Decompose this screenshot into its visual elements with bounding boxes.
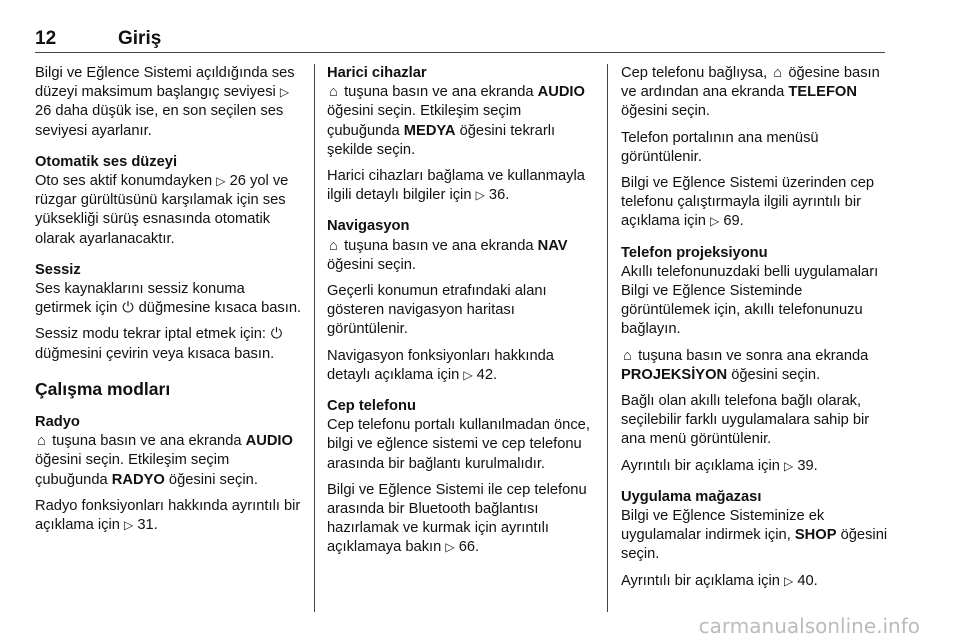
heading: Harici cihazlar (327, 65, 427, 81)
paragraph: Telefon portalının ana menüsü görüntülenir. (621, 129, 819, 165)
paragraph: Bilgi ve Eğlence Sistemi üzerinden cep telefonu çalıştırmayla ilgili ayrıntılı bir açıklama için ▷ 69. (621, 175, 875, 230)
paragraph: Oto ses aktif konumdayken ▷ 26 yol ve rüzgar gürültüsünü karşılamak için ses yüksekliği sürüş esnasında otomatik olarak ayarlanacaktır. (35, 173, 289, 247)
column-divider (607, 64, 608, 612)
page-ref[interactable]: 40 (797, 572, 814, 589)
paragraph: Ses kaynaklarını sessiz konuma getirmek için ⏻ düğmesine kısaca basın. (35, 280, 303, 318)
paragraph: Cep telefonu bağlıysa, ⌂ öğesine basın ve ardından ana ekranda TELEFON öğesini seçin. (621, 65, 880, 120)
paragraph: Cep telefonu portalı kullanılmadan önce, bilgi ve eğlence sistemi ve cep telefonu arasında bir bağlantı kurulmalıdır. (327, 417, 590, 472)
page-ref[interactable]: 42 (476, 366, 493, 383)
paragraph: Navigasyon fonksiyonları hakkında detaylı açıklama için ▷ 42. (327, 347, 554, 383)
page-header (35, 26, 885, 53)
paragraph: ⌂ tuşuna basın ve ana ekranda AUDIO öğesini seçin. Etkileşim seçim çubuğunda RADYO öğesini seçin. (35, 433, 293, 488)
page-ref[interactable]: 26 (35, 103, 52, 120)
arrow-ref-icon: ▷ (783, 573, 794, 588)
power-icon: ⏻ (122, 300, 134, 317)
section-title: Giriş (118, 28, 162, 49)
arrow-ref-icon: ▷ (475, 188, 485, 203)
paragraph: ⌂ tuşuna basın ve sonra ana ekranda PROJEKSİYON öğesini seçin. (621, 347, 869, 383)
home-icon: ⌂ (329, 84, 338, 101)
column-2 (327, 64, 597, 565)
paragraph: Geçerli konumun etrafındaki alanı gösteren navigasyon haritası görüntülenir. (327, 283, 547, 338)
arrow-ref-icon: ▷ (783, 458, 794, 473)
paragraph: Harici cihazları bağlama ve kullanmayla ilgili detaylı bilgiler için ▷ 36. (327, 168, 585, 204)
column-divider (314, 64, 315, 612)
page-number: 12 (35, 28, 57, 49)
paragraph: Akıllı telefonunuzdaki belli uygulamaları Bilgi ve Eğlence Sisteminde görüntülemek için, akıllı telefonunuzu bağlayın. (621, 263, 879, 338)
paragraph: Bağlı olan akıllı telefona bağlı olarak, seçilebilir farklı uygulamalara sahip bir ana menü görüntülenir. (621, 393, 870, 448)
paragraph: Radyo fonksiyonları hakkında ayrıntılı bir açıklama için ▷ 31. (35, 497, 301, 534)
heading: Navigasyon (327, 218, 410, 235)
paragraph: Ayrıntılı bir açıklama için ▷ 40. (621, 572, 818, 589)
paragraph: Bilgi ve Eğlence Sistemi ile cep telefonu arasında bir Bluetooth bağlantısı hazırlamak ve kurmak için ayrıntılı açıklamaya bakın ▷ 66. (327, 481, 587, 556)
arrow-ref-icon: ▷ (123, 518, 134, 533)
column-1 (35, 64, 303, 542)
power-icon: ⏻ (270, 326, 283, 343)
heading: Sessiz (35, 261, 81, 278)
paragraph: ⌂ tuşuna basın ve ana ekranda AUDIO öğesini seçin. Etkileşim seçim çubuğunda MEDYA öğesini tekrarlı şekilde seçin. (327, 84, 585, 158)
heading: Telefon projeksiyonu (621, 244, 768, 261)
home-icon: ⌂ (623, 347, 632, 364)
heading: Cep telefonu (327, 398, 416, 415)
heading: Radyo (35, 414, 80, 431)
column-3 (621, 64, 891, 598)
paragraph: Ayrıntılı bir açıklama için ▷ 39. (621, 457, 818, 474)
arrow-ref-icon: ▷ (463, 367, 473, 382)
page-ref[interactable]: 31 (137, 517, 154, 534)
page-ref[interactable]: 39 (797, 457, 814, 474)
paragraph: Bilgi ve Eğlence Sistemi açıldığında ses düzeyi maksimum başlangıç seviyesi ▷ 26 daha düşük ise, en son seçilen ses seviyesi ayarlanır. (35, 65, 295, 139)
watermark: carmanualsonline.info (698, 614, 920, 638)
page-ref[interactable]: 36 (488, 187, 506, 204)
arrow-ref-icon: ▷ (279, 85, 290, 100)
heading: Otomatik ses düzeyi (35, 153, 178, 170)
paragraph: Sessiz modu tekrar iptal etmek için: ⏻ düğmesini çevirin veya kısaca basın. (35, 326, 283, 362)
home-icon: ⌂ (329, 237, 338, 254)
home-icon: ⌂ (37, 433, 46, 450)
paragraph: Bilgi ve Eğlence Sisteminize ek uygulamalar indirmek için, SHOP öğesini seçin. (621, 508, 888, 563)
section-heading: Çalışma modları (35, 378, 171, 399)
arrow-ref-icon: ▷ (709, 214, 720, 229)
page-ref[interactable]: 26 (229, 173, 246, 190)
arrow-ref-icon: ▷ (445, 540, 455, 555)
arrow-ref-icon: ▷ (216, 174, 226, 189)
paragraph: ⌂ tuşuna basın ve ana ekranda NAV öğesini seçin. (327, 237, 568, 273)
page-ref[interactable]: 69 (723, 213, 740, 230)
home-icon: ⌂ (773, 65, 783, 81)
heading: Uygulama mağazası (621, 488, 762, 505)
page-ref[interactable]: 66 (458, 539, 476, 556)
